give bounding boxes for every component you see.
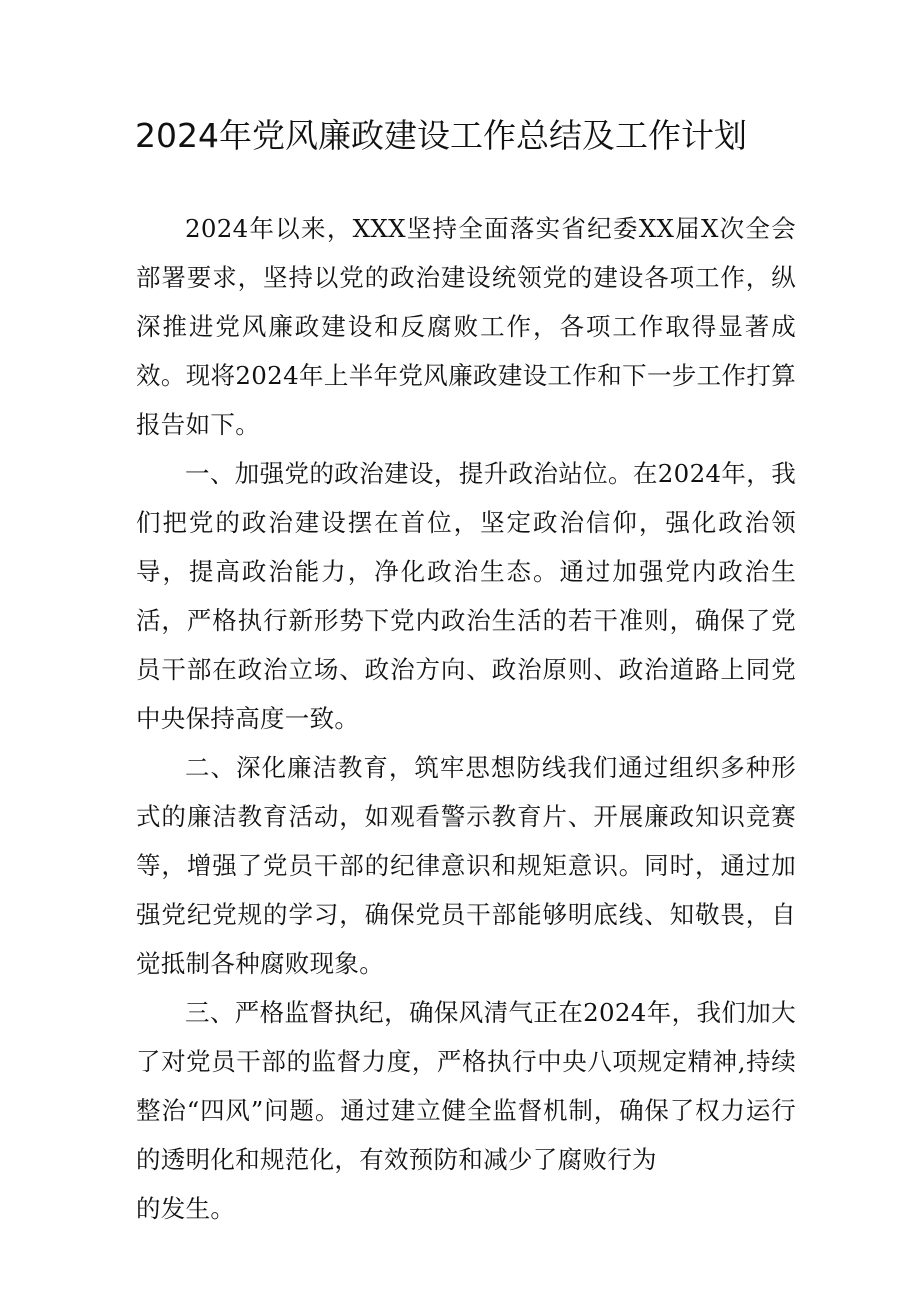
paragraph-section-1: 一、加强党的政治建设，提升政治站位。在2024年，我们把党的政治建设摆在首位，坚定政治信仰，强化政治领导，提高政治能力，净化政治生态。通过加强党内政治生活，严格执行新形势下党内政治生活的若干准则，确保了党员干部在政治立场、政治方向、政治原则、政治道路上同党中央保持高度一致。 [136,459,796,733]
paragraph-tail: 的发生。 [136,1194,236,1223]
document-title: 2024年党风廉政建设工作总结及工作计划 [135,116,747,155]
paragraph-section-3: 三、严格监督执纪，确保风清气正在2024年，我们加大了对党员干部的监督力度，严格执行中央八项规定精神,持续整治“四风”问题。通过建立健全监督机制，确保了权力运行的透明化和规范化，有效预防和减少了腐败行为 [136,998,796,1174]
document-body [136,204,796,1233]
paragraph-section-2: 二、深化廉洁教育，筑牢思想防线我们通过组织多种形式的廉洁教育活动，如观看警示教育片、开展廉政知识竞赛等，增强了党员干部的纪律意识和规矩意识。同时，通过加强党纪党规的学习，确保党员干部能够明底线、知敬畏，自觉抵制各种腐败现象。 [136,753,796,978]
paragraph-intro: 2024年以来，XXX坚持全面落实省纪委XX届X次全会部署要求，坚持以党的政治建设统领党的建设各项工作，纵深推进党风廉政建设和反腐败工作，各项工作取得显著成效。现将2024年上半年党风廉政建设工作和下一步工作打算报告如下。 [136,214,796,439]
